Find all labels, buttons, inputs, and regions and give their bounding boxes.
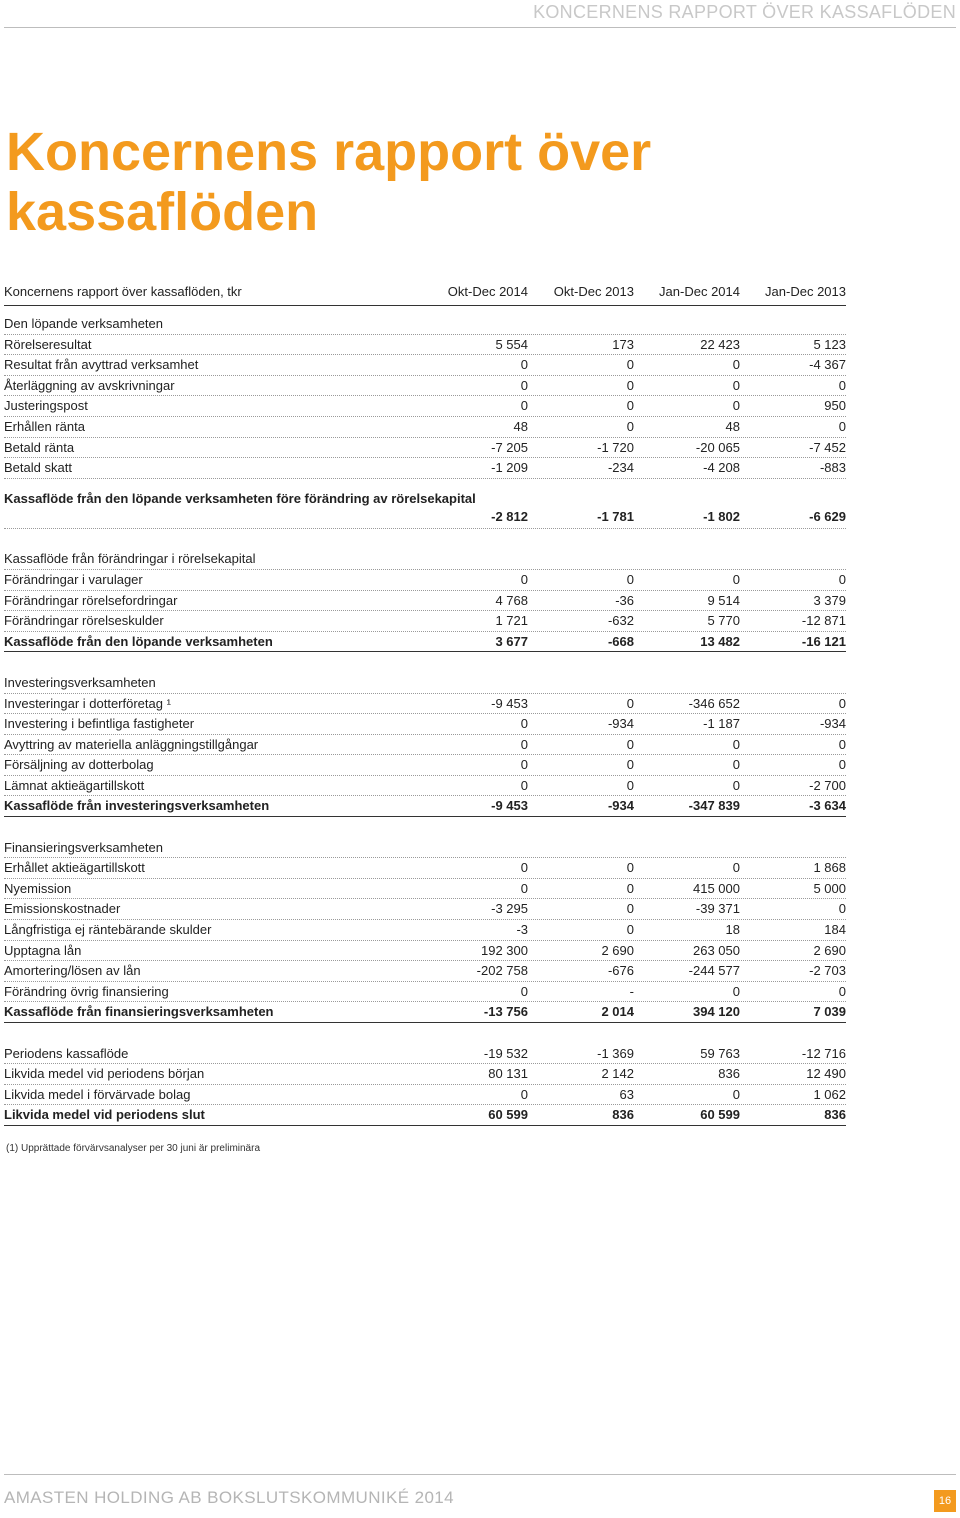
total-row <box>4 796 846 817</box>
row-value: -19 532 <box>483 1045 528 1061</box>
row-value: 0 <box>520 398 528 414</box>
table-header-row <box>4 282 846 306</box>
row-label: Periodens kassaflöde <box>4 1045 129 1061</box>
row-value: -12 716 <box>801 1045 846 1061</box>
row-label: Kassaflöde från investeringsverksamheten <box>4 798 270 814</box>
row-value: -4 367 <box>809 357 846 373</box>
row-value: 0 <box>520 357 528 373</box>
row-value: 0 <box>520 571 528 587</box>
spacer <box>4 479 846 487</box>
row-value: -3 <box>516 922 528 938</box>
total-row <box>4 1105 846 1126</box>
row-value: 2 690 <box>601 942 634 958</box>
row-value: -883 <box>819 460 846 476</box>
page-title: Koncernens rapport över kassaflöden <box>6 122 652 242</box>
row-label: Avyttring av materiella anläggningstillgångar <box>4 736 259 752</box>
row-value: 1 868 <box>813 860 846 876</box>
row-value: 0 <box>732 357 740 373</box>
row-value: 0 <box>732 377 740 393</box>
row-value: 0 <box>520 1086 528 1102</box>
section-heading <box>4 838 846 859</box>
table-row <box>4 1064 846 1085</box>
row-label: Likvida medel i förvärvade bolag <box>4 1086 191 1102</box>
row-value: 0 <box>838 736 846 752</box>
row-value: 0 <box>732 777 740 793</box>
section-heading <box>4 549 846 570</box>
row-value: 0 <box>732 860 740 876</box>
table-row <box>4 570 846 591</box>
row-label: Erhållen ränta <box>4 418 85 434</box>
row-label: Förändringar rörelsefordringar <box>4 592 178 608</box>
row-value: 0 <box>626 736 634 752</box>
row-value: 192 300 <box>481 942 528 958</box>
table-row <box>4 438 846 459</box>
table-row <box>4 417 846 438</box>
row-value: - <box>629 983 634 999</box>
row-value: 0 <box>838 757 846 773</box>
row-value: -632 <box>607 613 634 629</box>
table-title: Koncernens rapport över kassaflöden, tkr <box>4 284 242 299</box>
row-value: 7 039 <box>813 1004 846 1020</box>
row-value: 0 <box>732 571 740 587</box>
row-value: 0 <box>732 398 740 414</box>
table-row <box>4 611 846 632</box>
row-value: 836 <box>824 1107 846 1123</box>
row-value: -934 <box>819 716 846 732</box>
table-row <box>4 941 846 962</box>
table-row <box>4 735 846 756</box>
footer-divider <box>4 1474 956 1475</box>
row-value: -934 <box>607 716 634 732</box>
spacer <box>4 306 846 314</box>
row-value: 836 <box>612 1107 634 1123</box>
row-value: -1 209 <box>491 460 528 476</box>
row-value: -13 756 <box>483 1004 528 1020</box>
row-label: Den löpande verksamheten <box>4 316 163 331</box>
row-value: -347 839 <box>688 798 740 814</box>
row-label: Nyemission <box>4 880 72 896</box>
row-value: -934 <box>607 798 634 814</box>
row-value: 0 <box>520 880 528 896</box>
subtotal-row <box>4 487 846 529</box>
row-label: Rörelseresultat <box>4 336 92 352</box>
table-row <box>4 458 846 479</box>
row-value: 0 <box>626 377 634 393</box>
table-row <box>4 920 846 941</box>
row-value: 0 <box>838 418 846 434</box>
row-value: -6 629 <box>809 508 846 524</box>
row-value: -668 <box>607 633 634 649</box>
table-row <box>4 1044 846 1065</box>
row-value: 836 <box>718 1066 740 1082</box>
total-row <box>4 632 846 653</box>
table-row <box>4 982 846 1003</box>
row-label: Försäljning av dotterbolag <box>4 757 154 773</box>
row-value: 0 <box>626 695 634 711</box>
header-divider <box>4 27 956 28</box>
row-value: 18 <box>725 922 740 938</box>
row-value: 48 <box>725 418 740 434</box>
row-label: Förändring övrig finansiering <box>4 983 169 999</box>
row-value: 0 <box>626 860 634 876</box>
row-value: -1 187 <box>703 716 740 732</box>
row-value: 0 <box>520 777 528 793</box>
row-label: Justeringspost <box>4 398 88 414</box>
row-value: -4 208 <box>703 460 740 476</box>
row-value: 0 <box>838 695 846 711</box>
row-value: 0 <box>838 377 846 393</box>
page-footer <box>0 1470 960 1518</box>
row-value: -2 812 <box>491 508 528 524</box>
row-label: Betald skatt <box>4 460 72 476</box>
row-label: Finansieringsverksamheten <box>4 839 163 855</box>
row-value: 0 <box>520 757 528 773</box>
row-value: -1 802 <box>703 508 740 524</box>
table-row <box>4 1085 846 1106</box>
row-label: Förändringar rörelseskulder <box>4 613 164 629</box>
table-row <box>4 755 846 776</box>
spacer <box>4 817 846 838</box>
header-title: KONCERNENS RAPPORT ÖVER KASSAFLÖDEN <box>533 2 956 22</box>
row-value: -234 <box>607 460 634 476</box>
page-number-badge: 16 <box>934 1490 956 1512</box>
table-row <box>4 776 846 797</box>
row-label: Långfristiga ej räntebärande skulder <box>4 922 212 938</box>
row-value: -346 652 <box>688 695 740 711</box>
row-value: 5 123 <box>813 336 846 352</box>
row-label: Förändringar i varulager <box>4 571 143 587</box>
table-row <box>4 961 846 982</box>
table-row <box>4 396 846 417</box>
row-value: 5 000 <box>813 880 846 896</box>
row-label: Erhållet aktieägartillskott <box>4 860 145 876</box>
row-label: Investeringsverksamheten <box>4 674 156 690</box>
table-row <box>4 335 846 356</box>
row-value: 5 770 <box>707 613 740 629</box>
row-value: -676 <box>607 963 634 979</box>
row-value: -2 700 <box>809 777 846 793</box>
row-value: 12 490 <box>806 1066 846 1082</box>
spacer <box>4 652 846 673</box>
row-value: 59 763 <box>700 1045 740 1061</box>
row-value: 9 514 <box>707 592 740 608</box>
row-value: 0 <box>838 983 846 999</box>
row-label: Lämnat aktieägartillskott <box>4 777 145 793</box>
row-value: 263 050 <box>693 942 740 958</box>
row-label: Investering i befintliga fastigheter <box>4 716 195 732</box>
row-value: -2 703 <box>809 963 846 979</box>
row-value: 0 <box>520 860 528 876</box>
row-value: -3 634 <box>809 798 846 814</box>
column-header: Jan-Dec 2014 <box>659 284 740 299</box>
row-label: Kassaflöde från finansieringsverksamheten <box>4 1004 274 1020</box>
row-label: Kassaflöde från den löpande verksamheten <box>4 633 273 649</box>
row-label: Återläggning av avskrivningar <box>4 377 175 393</box>
row-value: 0 <box>626 571 634 587</box>
row-value: 0 <box>732 736 740 752</box>
table-row <box>4 858 846 879</box>
row-value: -202 758 <box>476 963 528 979</box>
row-value: 0 <box>626 901 634 917</box>
row-value: -3 295 <box>491 901 528 917</box>
row-value: -1 781 <box>597 508 634 524</box>
row-value: 80 131 <box>488 1066 528 1082</box>
row-value: 0 <box>732 983 740 999</box>
row-value: 0 <box>520 983 528 999</box>
row-value: -1 720 <box>597 439 634 455</box>
row-value: 173 <box>612 336 634 352</box>
row-value: -244 577 <box>688 963 740 979</box>
table-row <box>4 714 846 735</box>
row-value: 394 120 <box>693 1004 740 1020</box>
row-value: 0 <box>626 757 634 773</box>
row-label: Kassaflöde från den löpande verksamheten före förändring av rörelsekapital <box>4 490 476 506</box>
row-value: 48 <box>513 418 528 434</box>
row-value: 4 768 <box>495 592 528 608</box>
footnote: (1) Upprättade förvärvsanalyser per 30 juni är preliminära <box>6 1143 261 1154</box>
table-row <box>4 591 846 612</box>
row-label: Likvida medel vid periodens slut <box>4 1107 205 1123</box>
row-value: 1 062 <box>813 1086 846 1102</box>
row-value: -7 205 <box>491 439 528 455</box>
row-label: Resultat från avyttrad verksamhet <box>4 357 199 373</box>
table-row <box>4 879 846 900</box>
table-row <box>4 899 846 920</box>
cash-flow-table <box>4 282 846 1126</box>
row-value: -7 452 <box>809 439 846 455</box>
row-value: -36 <box>615 592 634 608</box>
row-value: 0 <box>626 418 634 434</box>
row-value: 1 721 <box>495 613 528 629</box>
row-label: Investeringar i dotterföretag ¹ <box>4 695 171 711</box>
row-label: Likvida medel vid periodens början <box>4 1066 205 1082</box>
row-value: 0 <box>626 777 634 793</box>
row-value: -20 065 <box>695 439 740 455</box>
row-value: 0 <box>838 571 846 587</box>
row-value: -39 371 <box>695 901 740 917</box>
column-header: Okt-Dec 2013 <box>553 284 634 299</box>
row-value: 0 <box>520 377 528 393</box>
row-value: -12 871 <box>801 613 846 629</box>
section-heading <box>4 314 846 335</box>
column-header: Okt-Dec 2014 <box>447 284 528 299</box>
row-value: 2 014 <box>601 1004 634 1020</box>
spacer <box>4 1023 846 1044</box>
row-value: -16 121 <box>801 633 846 649</box>
row-label: Betald ränta <box>4 439 75 455</box>
table-row <box>4 376 846 397</box>
table-row <box>4 694 846 715</box>
row-value: 0 <box>626 357 634 373</box>
section-heading <box>4 673 846 694</box>
row-label: Upptagna lån <box>4 942 82 958</box>
row-value: 0 <box>626 398 634 414</box>
row-value: 5 554 <box>495 336 528 352</box>
row-label: Kassaflöde från förändringar i rörelsekapital <box>4 551 256 567</box>
row-label: Emissionskostnader <box>4 901 121 917</box>
row-value: 63 <box>619 1086 634 1102</box>
row-value: 0 <box>626 880 634 896</box>
row-value: 0 <box>732 1086 740 1102</box>
row-value: 2 142 <box>601 1066 634 1082</box>
row-label: Amortering/lösen av lån <box>4 963 141 979</box>
row-value: 0 <box>520 736 528 752</box>
total-row <box>4 1002 846 1023</box>
page-header <box>0 0 960 28</box>
row-value: 950 <box>824 398 846 414</box>
row-value: 184 <box>824 922 846 938</box>
row-value: 3 379 <box>813 592 846 608</box>
row-value: 22 423 <box>700 336 740 352</box>
row-value: 2 690 <box>813 942 846 958</box>
row-value: 0 <box>838 901 846 917</box>
row-value: -9 453 <box>491 798 528 814</box>
row-value: -1 369 <box>597 1045 634 1061</box>
row-value: -9 453 <box>491 695 528 711</box>
row-value: 0 <box>732 757 740 773</box>
row-value: 60 599 <box>700 1107 740 1123</box>
row-value: 60 599 <box>488 1107 528 1123</box>
footer-company: AMASTEN HOLDING AB BOKSLUTSKOMMUNIKÉ 2014 <box>4 1488 455 1507</box>
row-value: 0 <box>626 922 634 938</box>
column-header: Jan-Dec 2013 <box>765 284 846 299</box>
row-value: 3 677 <box>495 633 528 649</box>
row-value: 415 000 <box>693 880 740 896</box>
table-row <box>4 355 846 376</box>
row-value: 0 <box>520 716 528 732</box>
spacer <box>4 529 846 550</box>
row-value: 13 482 <box>700 633 740 649</box>
